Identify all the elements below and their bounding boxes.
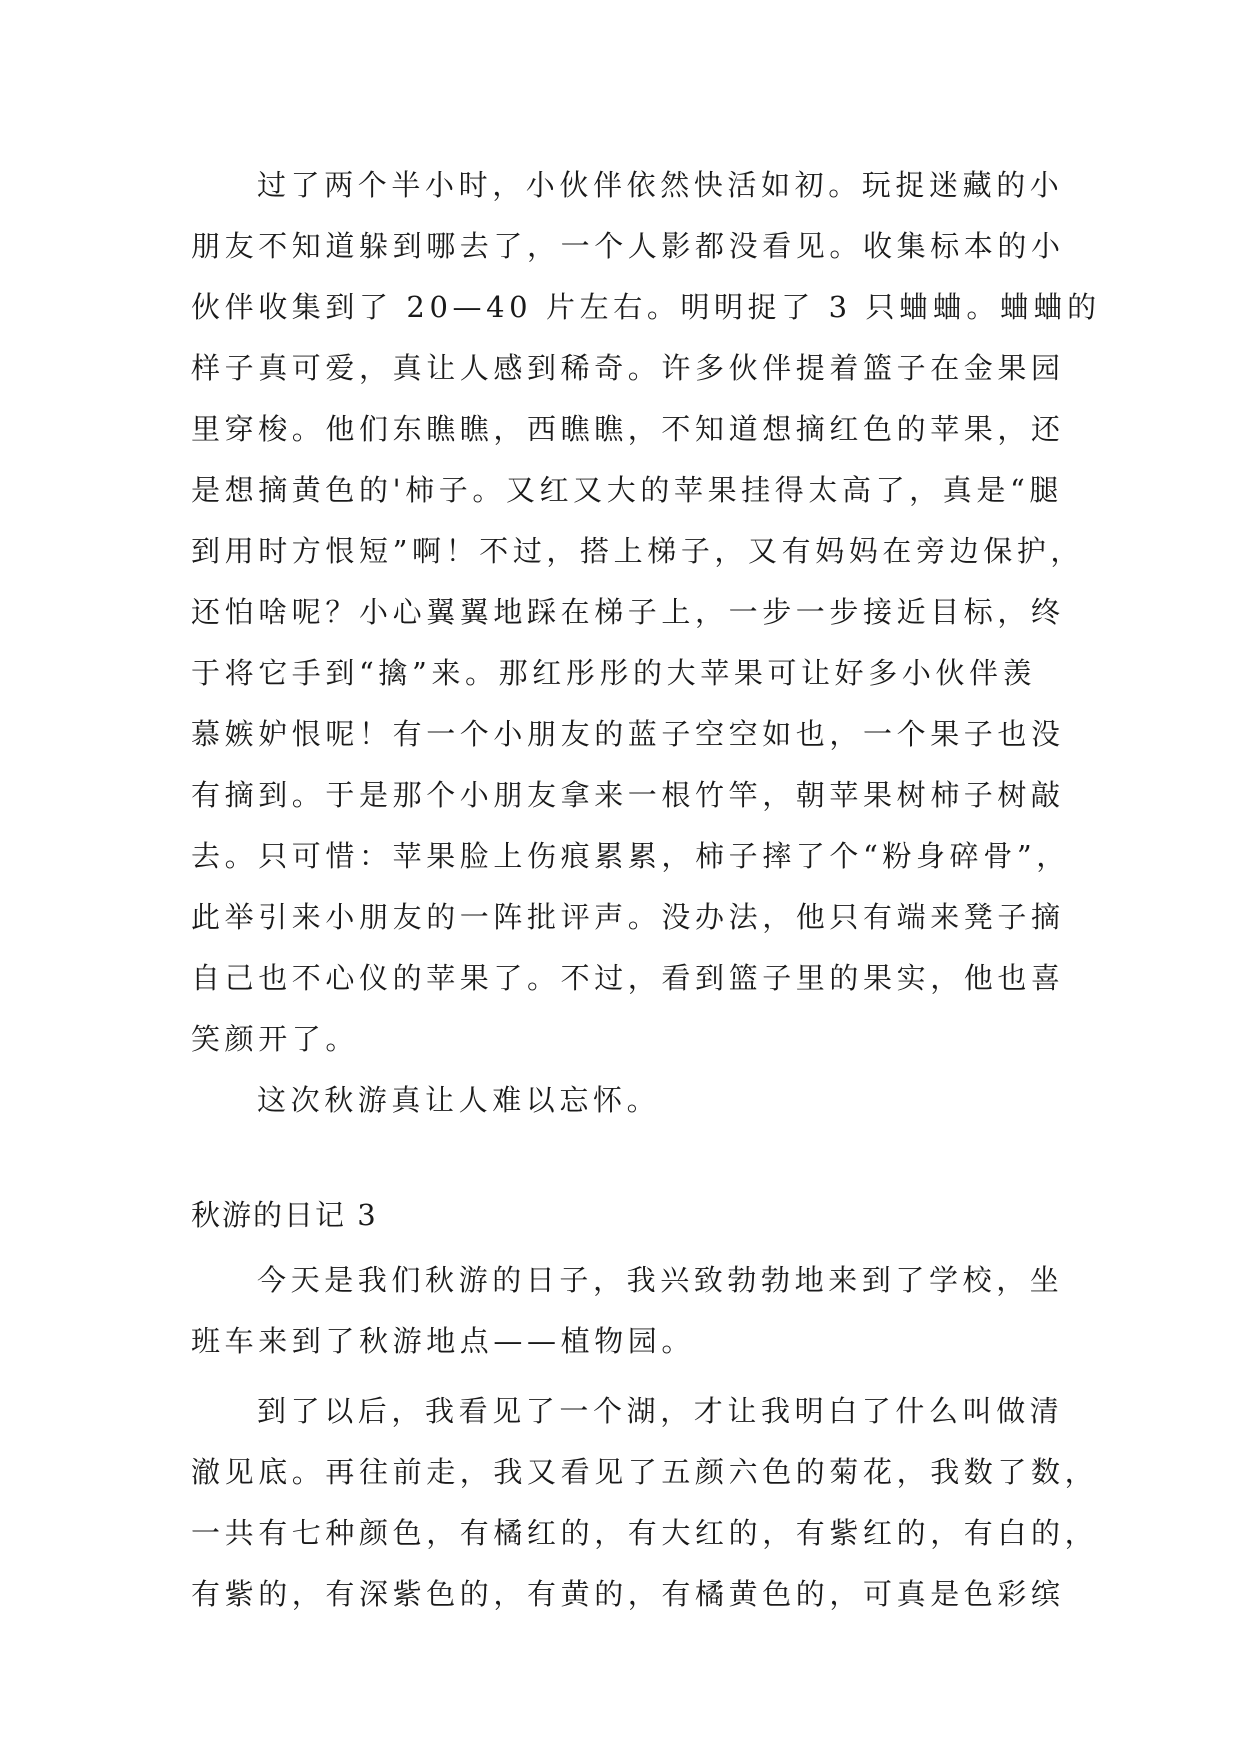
paragraph-line: 有紫的，有深紫色的，有黄的，有橘黄色的，可真是色彩缤 xyxy=(191,1577,1065,1611)
paragraph-line: 今天是我们秋游的日子，我兴致勃勃地来到了学校，坐 xyxy=(257,1263,1064,1297)
paragraph-line: 此举引来小朋友的一阵批评声。没办法，他只有端来凳子摘 xyxy=(191,900,1065,934)
paragraph-line: 笑颜开了。 xyxy=(191,1022,360,1056)
paragraph-line: 到用时方恨短”啊！不过，搭上梯子，又有妈妈在旁边保护， xyxy=(191,534,1085,568)
paragraph-line: 伙伴收集到了 20—40 片左右。明明捉了 3 只蛐蛐。蛐蛐的 xyxy=(191,290,1101,324)
paragraph-line: 还怕啥呢？小心翼翼地踩在梯子上，一步一步接近目标，终 xyxy=(191,595,1065,629)
paragraph-line: 过了两个半小时，小伙伴依然快活如初。玩捉迷藏的小 xyxy=(257,168,1064,202)
paragraph-line: 慕嫉妒恨呢！有一个小朋友的蓝子空空如也，一个果子也没 xyxy=(191,717,1065,751)
paragraph-line: 朋友不知道躲到哪去了，一个人影都没看见。收集标本的小 xyxy=(191,229,1065,263)
paragraph-line: 样子真可爱，真让人感到稀奇。许多伙伴提着篮子在金果园 xyxy=(191,351,1065,385)
paragraph-line: 于将它手到“擒”来。那红彤彤的大苹果可让好多小伙伴羡 xyxy=(191,656,1037,690)
paragraph-line: 有摘到。于是那个小朋友拿来一根竹竿，朝苹果树柿子树敲 xyxy=(191,778,1065,812)
paragraph-line: 是想摘黄色的'柿子。又红又大的苹果挂得太高了，真是“腿 xyxy=(191,473,1063,507)
paragraph-line: 澈见底。再往前走，我又看见了五颜六色的菊花，我数了数， xyxy=(191,1455,1099,1489)
section-heading: 秋游的日记 3 xyxy=(191,1198,378,1232)
paragraph-line: 去。只可惜：苹果脸上伤痕累累，柿子摔了个“粉身碎骨”， xyxy=(191,839,1070,873)
paragraph-line: 一共有七种颜色，有橘红的，有大红的，有紫红的，有白的， xyxy=(191,1516,1099,1550)
paragraph-line: 里穿梭。他们东瞧瞧，西瞧瞧，不知道想摘红色的苹果，还 xyxy=(191,412,1065,446)
paragraph-line: 自己也不心仪的苹果了。不过，看到篮子里的果实，他也喜 xyxy=(191,961,1065,995)
paragraph-line: 班车来到了秋游地点——植物园。 xyxy=(191,1324,696,1358)
closing-line: 这次秋游真让人难以忘怀。 xyxy=(257,1083,661,1117)
paragraph-line: 到了以后，我看见了一个湖，才让我明白了什么叫做清 xyxy=(257,1394,1064,1428)
